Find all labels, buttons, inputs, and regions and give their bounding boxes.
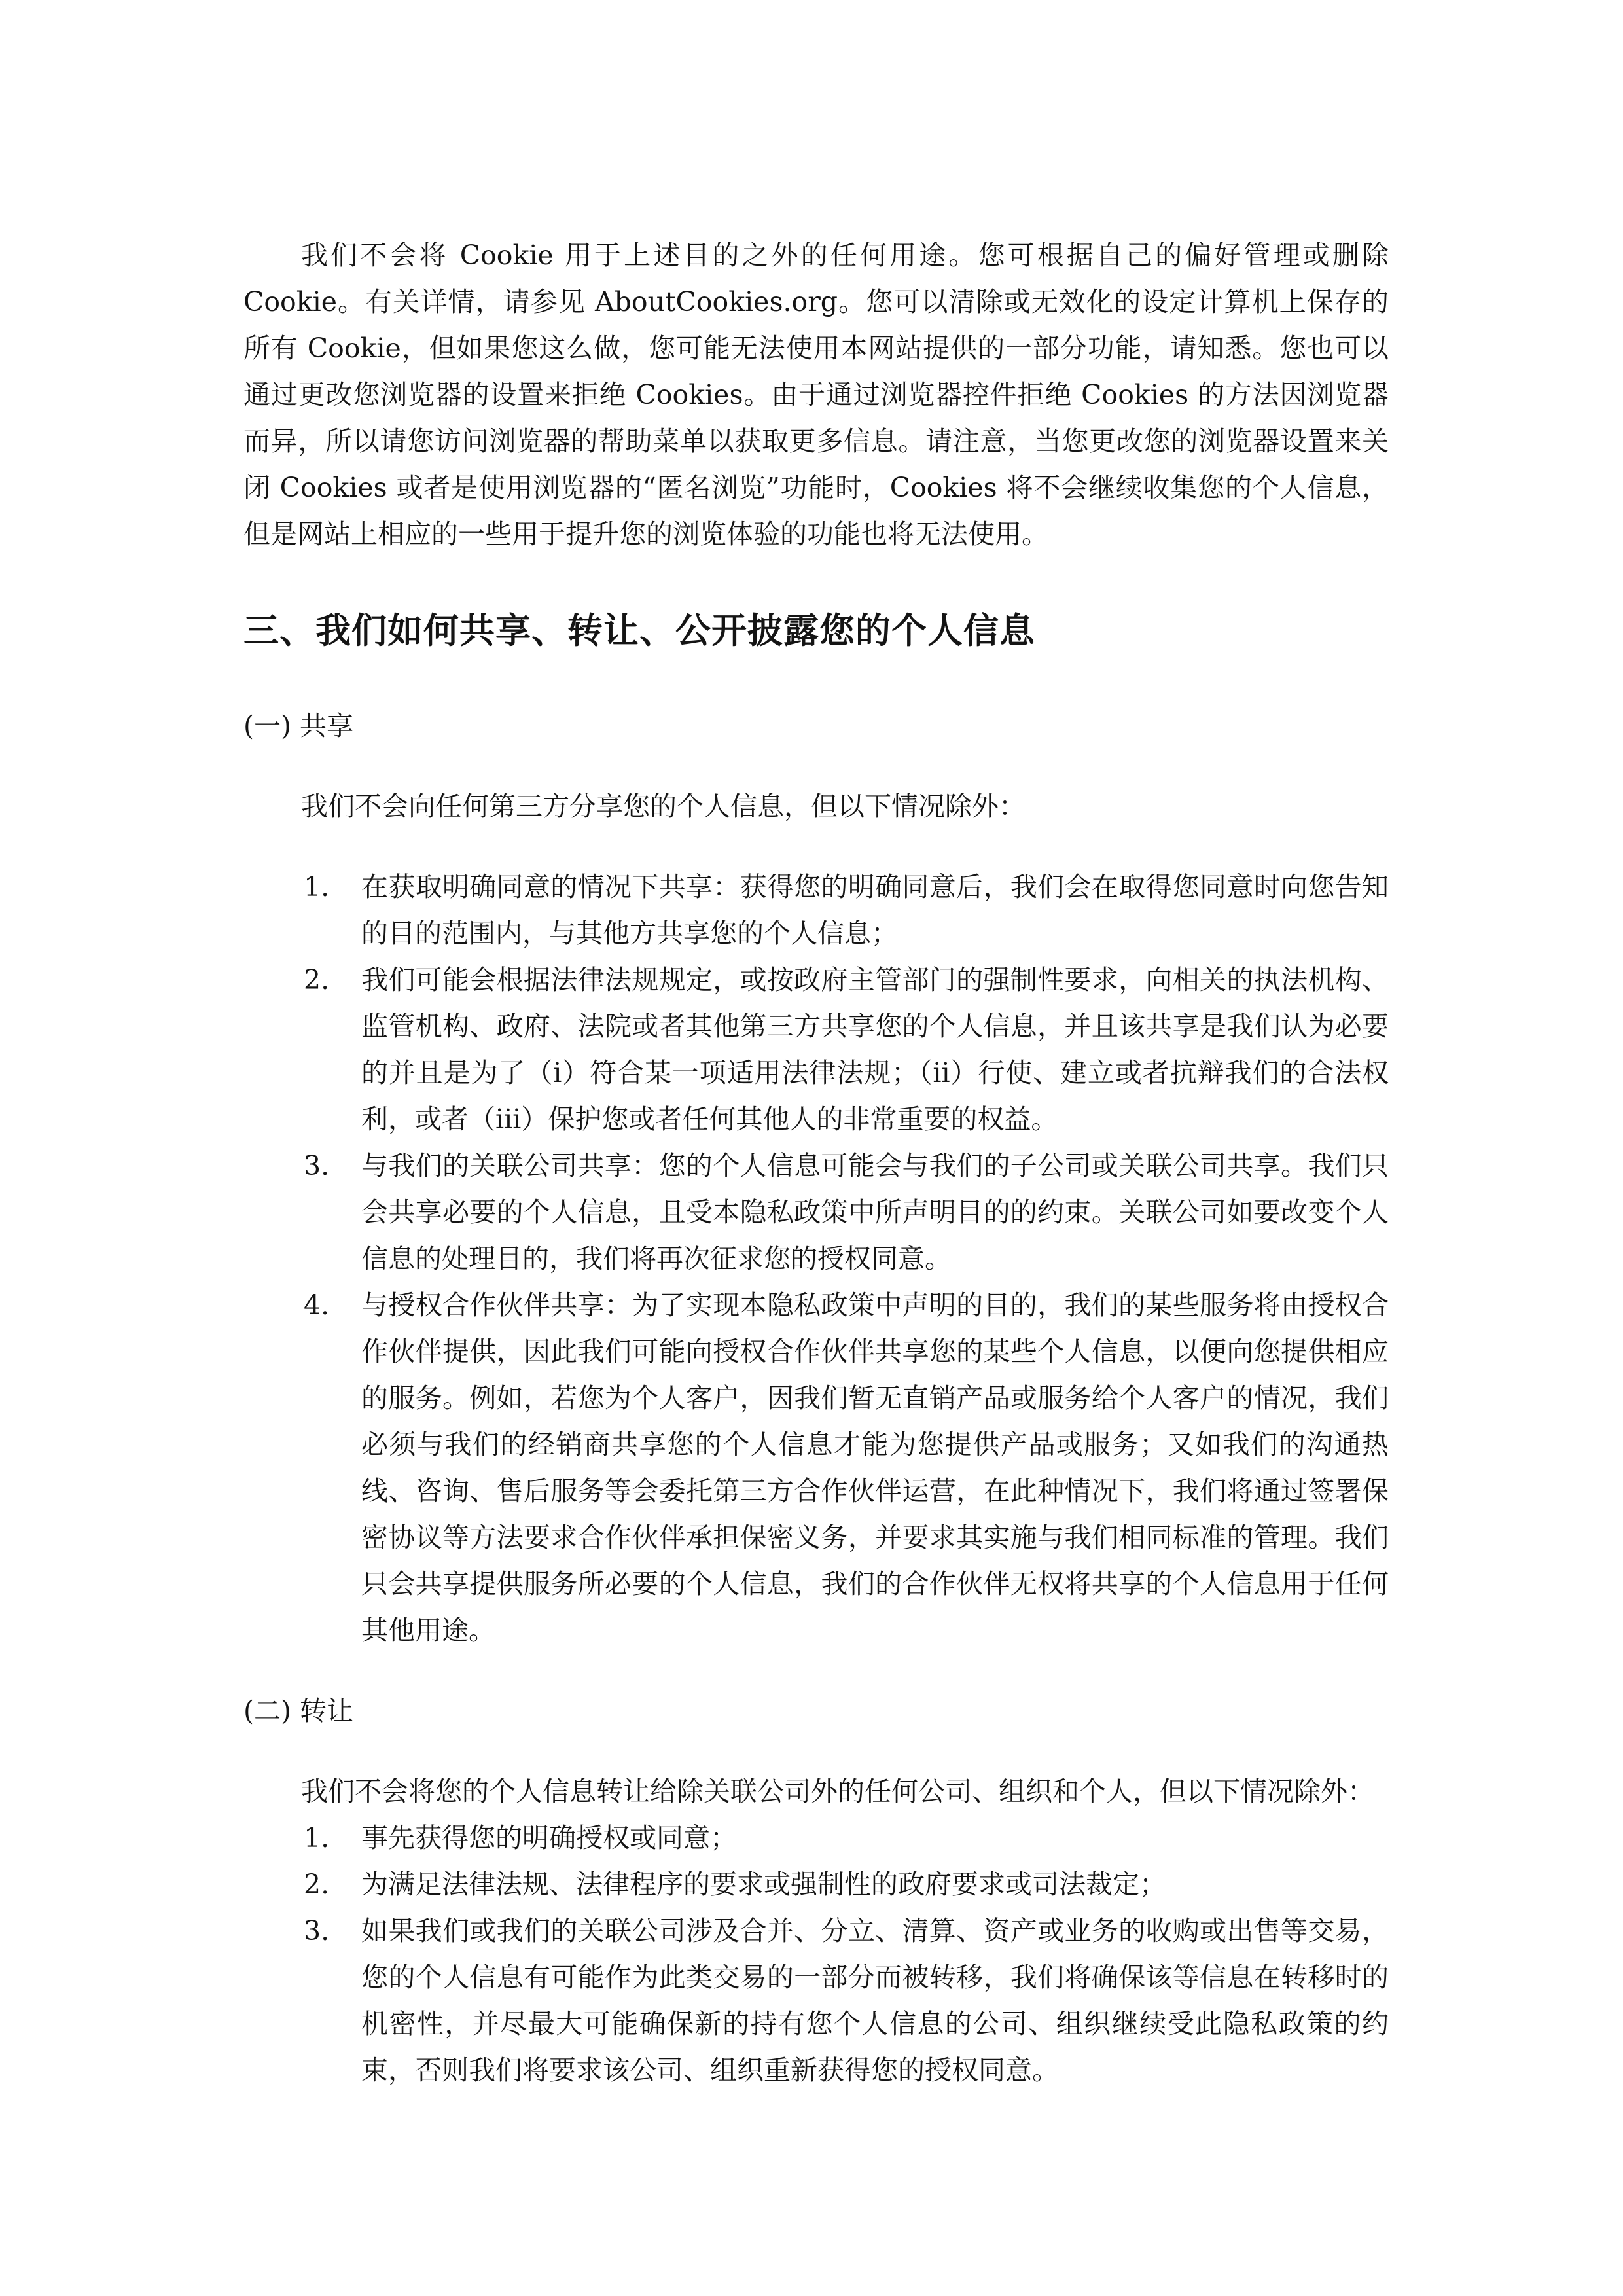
list-item — [243, 1815, 1389, 1861]
cookie-paragraph: 我们不会将 Cookie 用于上述目的之外的任何用途。您可根据自己的偏好管理或删除 Cookie。有关详情，请参见 AboutCookies.org。您可以清除或无效化的设定计算机上保存的所有 Cookie，但如果您这么做，您可能无法使用本网站提供的一部分功能，请知悉。您也可以通过更改您浏览器的设置来拒绝 Cookies。由于通过浏览器控件拒绝 Cookies 的方法因浏览器而异，所以请您访问浏览器的帮助菜单以获取更多信息。请注意，当您更改您的浏览器设置来关闭 Cookies 或者是使用浏览器的“匿名浏览”功能时，Cookies 将不会继续收集您的个人信息，但是网站上相应的一些用于提升您的浏览体验的功能也将无法使用。 — [243, 240, 1389, 550]
document-page — [243, 232, 1389, 2094]
list-item-text: 为满足法律法规、法律程序的要求或强制性的政府要求或司法裁定； — [361, 1869, 1166, 1900]
list-item-number: 1. — [304, 871, 330, 903]
list-item-text: 在获取明确同意的情况下共享：获得您的明确同意后，我们会在取得您同意时向您告知的目的范围内，与其他方共享您的个人信息； — [361, 871, 1389, 949]
list-item — [243, 1143, 1389, 1282]
list-item — [243, 1861, 1389, 1908]
list-item — [243, 1908, 1389, 2094]
list-item — [243, 864, 1389, 957]
list-item-text: 与我们的关联公司共享：您的个人信息可能会与我们的子公司或关联公司共享。我们只会共享必要的个人信息，且受本隐私政策中所声明目的的约束。关联公司如要改变个人信息的处理目的，我们将再次征求您的授权同意。 — [361, 1150, 1389, 1274]
section-heading: 三、我们如何共享、转让、公开披露您的个人信息 — [243, 610, 1035, 651]
list-item-text: 事先获得您的明确授权或同意； — [361, 1822, 737, 1854]
sharing-intro: 我们不会向任何第三方分享您的个人信息，但以下情况除外： — [301, 791, 1026, 822]
list-item-number: 2. — [304, 1869, 330, 1900]
transfer-list — [243, 1815, 1389, 2094]
list-item-number: 4. — [304, 1289, 330, 1321]
list-item-text: 与授权合作伙伴共享：为了实现本隐私政策中声明的目的，我们的某些服务将由授权合作伙伴提供，因此我们可能向授权合作伙伴共享您的某些个人信息，以便向您提供相应的服务。例如，若您为个人客户，因我们暂无直销产品或服务给个人客户的情况，我们必须与我们的经销商共享您的个人信息才能为您提供产品或服务；又如我们的沟通热线、咨询、售后服务等会委托第三方合作伙伴运营，在此种情况下，我们将通过签署保密协议等方法要求合作伙伴承担保密义务，并要求其实施与我们相同标准的管理。我们只会共享提供服务所必要的个人信息，我们的合作伙伴无权将共享的个人信息用于任何其他用途。 — [361, 1289, 1389, 1646]
transfer-intro: 我们不会将您的个人信息转让给除关联公司外的任何公司、组织和个人，但以下情况除外： — [301, 1776, 1374, 1807]
list-item — [243, 1282, 1389, 1654]
list-item-text: 我们可能会根据法律法规规定，或按政府主管部门的强制性要求，向相关的执法机构、监管机构、政府、法院或者其他第三方共享您的个人信息，并且该共享是我们认为必要的并且是为了（i）符合某一项适用法律法规；（ii）行使、建立或者抗辩我们的合法权利，或者（iii）保护您或者任何其他人的非常重要的权益。 — [361, 964, 1389, 1135]
sharing-list — [243, 864, 1389, 1654]
sharing-subheading: (一) 共享 — [243, 710, 354, 742]
list-item-number: 2. — [304, 964, 330, 996]
list-item — [243, 957, 1389, 1143]
list-item-number: 1. — [304, 1822, 330, 1854]
list-item-number: 3. — [304, 1150, 330, 1181]
transfer-subheading: (二) 转让 — [243, 1695, 354, 1727]
list-item-number: 3. — [304, 1915, 330, 1946]
list-item-text: 如果我们或我们的关联公司涉及合并、分立、清算、资产或业务的收购或出售等交易，您的个人信息有可能作为此类交易的一部分而被转移，我们将确保该等信息在转移时的机密性，并尽最大可能确保新的持有您个人信息的公司、组织继续受此隐私政策的约束，否则我们将要求该公司、组织重新获得您的授权同意。 — [361, 1915, 1389, 2086]
